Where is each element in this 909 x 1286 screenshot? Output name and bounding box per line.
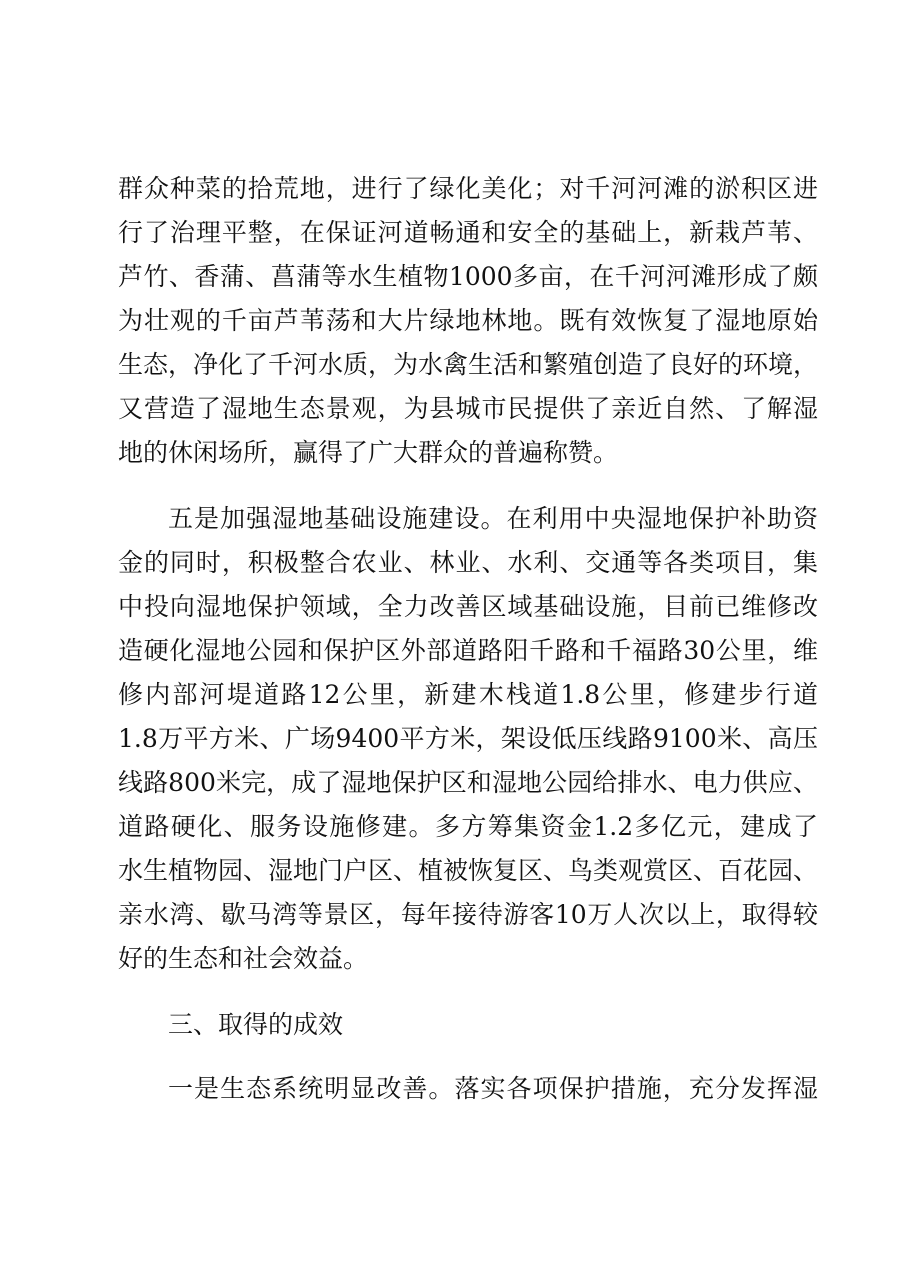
text-line-9: 金的同时，积极整合农业、林业、水利、交通等各类项目，集 bbox=[118, 548, 818, 577]
text-line-4: 为壮观的千亩芦苇荡和大片绿地林地。既有效恢复了湿地原始 bbox=[118, 306, 818, 335]
text-line-3: 芦竹、香蒲、菖蒲等水生植物1000多亩，在千河河滩形成了颇 bbox=[118, 262, 818, 291]
text-line-10: 中投向湿地保护领域，全力改善区域基础设施，目前已维修改 bbox=[118, 592, 818, 621]
paragraph-one-first-line: 一是生态系统明显改善。落实各项保护措施，充分发挥湿 bbox=[168, 1074, 818, 1103]
text-line-11: 造硬化湿地公园和保护区外部道路阳千路和千福路30公里，维 bbox=[118, 636, 818, 665]
text-line-17: 亲水湾、歇马湾等景区，每年接待游客10万人次以上，取得较 bbox=[118, 900, 818, 929]
text-line-14: 线路800米完，成了湿地保护区和湿地公园给排水、电力供应、 bbox=[118, 768, 818, 797]
text-line-16: 水生植物园、湿地门户区、植被恢复区、鸟类观赏区、百花园、 bbox=[118, 856, 819, 885]
text-line-5: 生态，净化了千河水质，为水禽生活和繁殖创造了良好的环境， bbox=[118, 350, 819, 379]
section-heading-results: 三、取得的成效 bbox=[168, 1010, 344, 1039]
text-line-12: 修内部河堤道路12公里，新建木栈道1.8公里，修建步行道 bbox=[118, 680, 818, 709]
text-line-6: 又营造了湿地生态景观，为县城市民提供了亲近自然、了解湿 bbox=[118, 394, 818, 423]
text-line-7: 地的休闲场所，赢得了广大群众的普遍称赞。 bbox=[118, 438, 619, 467]
text-line-18: 好的生态和社会效益。 bbox=[118, 944, 369, 973]
text-line-2: 行了治理平整，在保证河道畅通和安全的基础上，新栽芦苇、 bbox=[118, 218, 818, 247]
text-line-13: 1.8万平方米、广场9400平方米，架设低压线路9100米、高压 bbox=[118, 724, 818, 753]
paragraph-five-first-line: 五是加强湿地基础设施建设。在利用中央湿地保护补助资 bbox=[168, 504, 818, 533]
text-line-1: 群众种菜的拾荒地，进行了绿化美化；对千河河滩的淤积区进 bbox=[118, 174, 818, 203]
text-line-15: 道路硬化、服务设施修建。多方筹集资金1.2多亿元，建成了 bbox=[118, 812, 818, 841]
